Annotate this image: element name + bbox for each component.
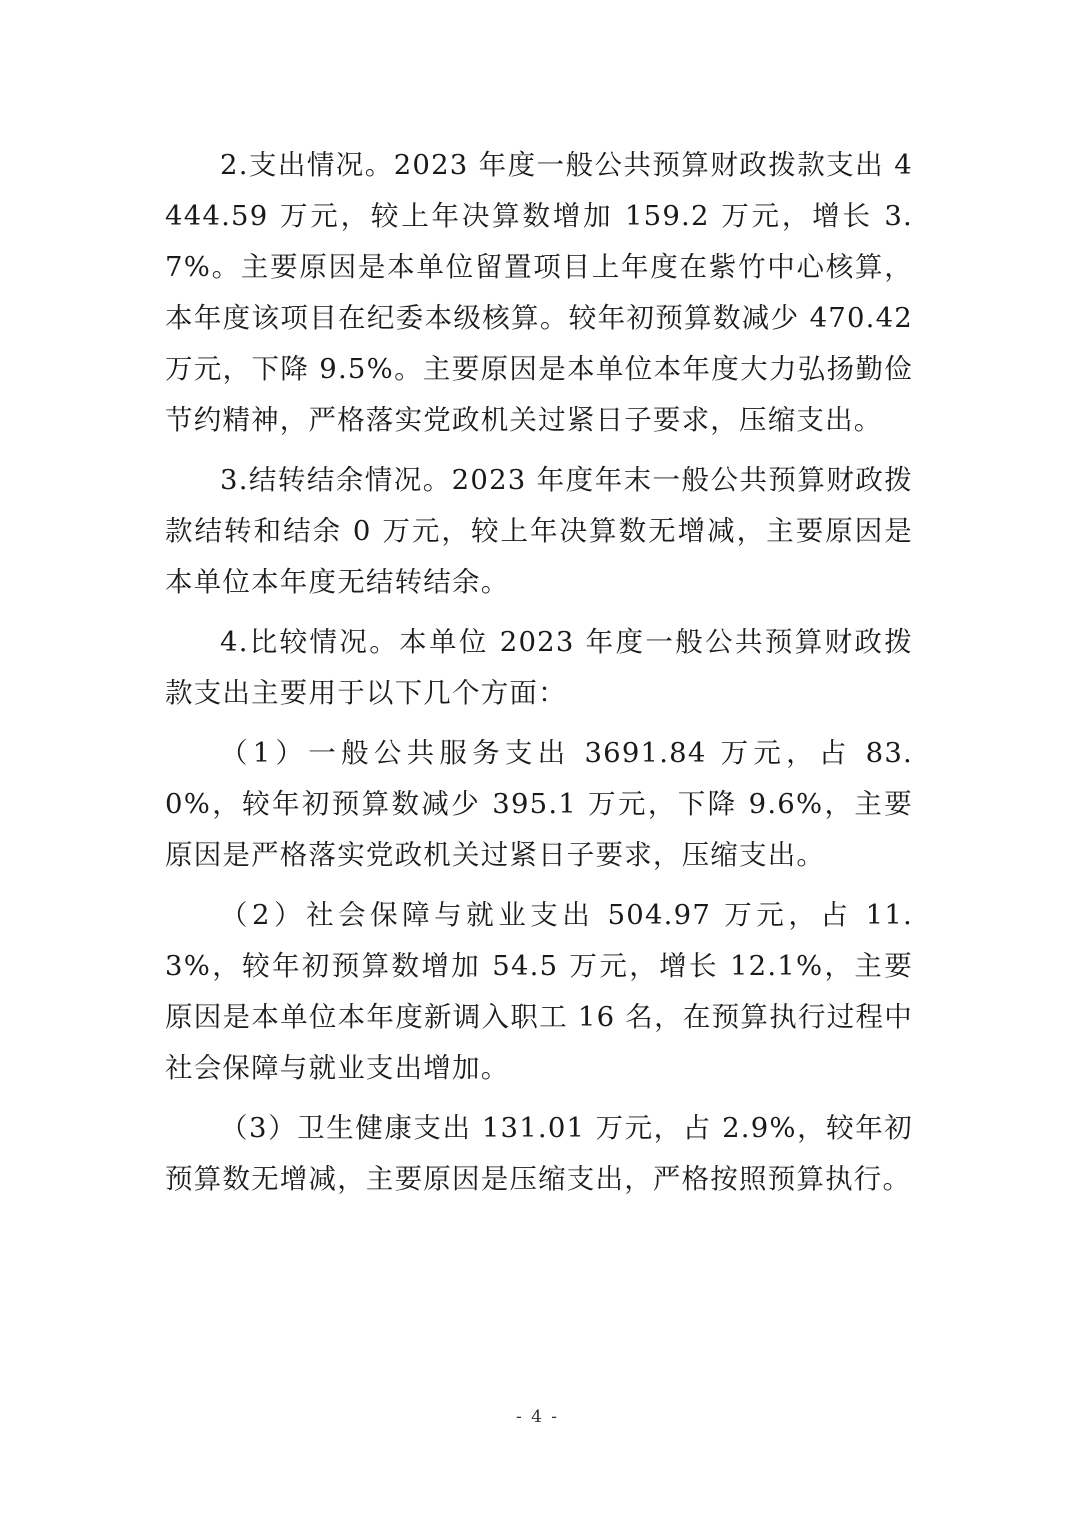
document-body (165, 140, 913, 1205)
paragraph-health: （3）卫生健康支出 131.01 万元，占 2.9%，较年初预算数无增减，主要原因是压缩支出，严格按照预算执行。 (165, 1112, 913, 1195)
paragraph-social-security: （2）社会保障与就业支出 504.97 万元，占 11.3%，较年初预算数增加 54.5 万元，增长 12.1%，主要原因是本单位本年度新调入职工 16 名，在预算执行过程中社会保障与就业支出增加。 (165, 899, 913, 1084)
paragraph-comparison: 4.比较情况。本单位 2023 年度一般公共预算财政拨款支出主要用于以下几个方面： (165, 626, 913, 709)
paragraph-public-services: （1）一般公共服务支出 3691.84 万元，占 83.0%，较年初预算数减少 395.1 万元，下降 9.6%，主要原因是严格落实党政机关过紧日子要求，压缩支出。 (165, 737, 913, 871)
paragraph-carryover: 3.结转结余情况。2023 年度年末一般公共预算财政拨款结转和结余 0 万元，较上年决算数无增减，主要原因是本单位本年度无结转结余。 (165, 464, 913, 598)
page-number: - 4 - (515, 1407, 560, 1427)
paragraph-expenditure: 2.支出情况。2023 年度一般公共预算财政拨款支出 4444.59 万元，较上年决算数增加 159.2 万元，增长 3.7%。主要原因是本单位留置项目上年度在紫竹中心核算，本年度该项目在纪委本级核算。较年初预算数减少 470.42 万元，下降 9.5%。主要原因是本单位本年度大力弘扬勤俭节约精神，严格落实党政机关过紧日子要求，压缩支出。 (165, 149, 913, 436)
